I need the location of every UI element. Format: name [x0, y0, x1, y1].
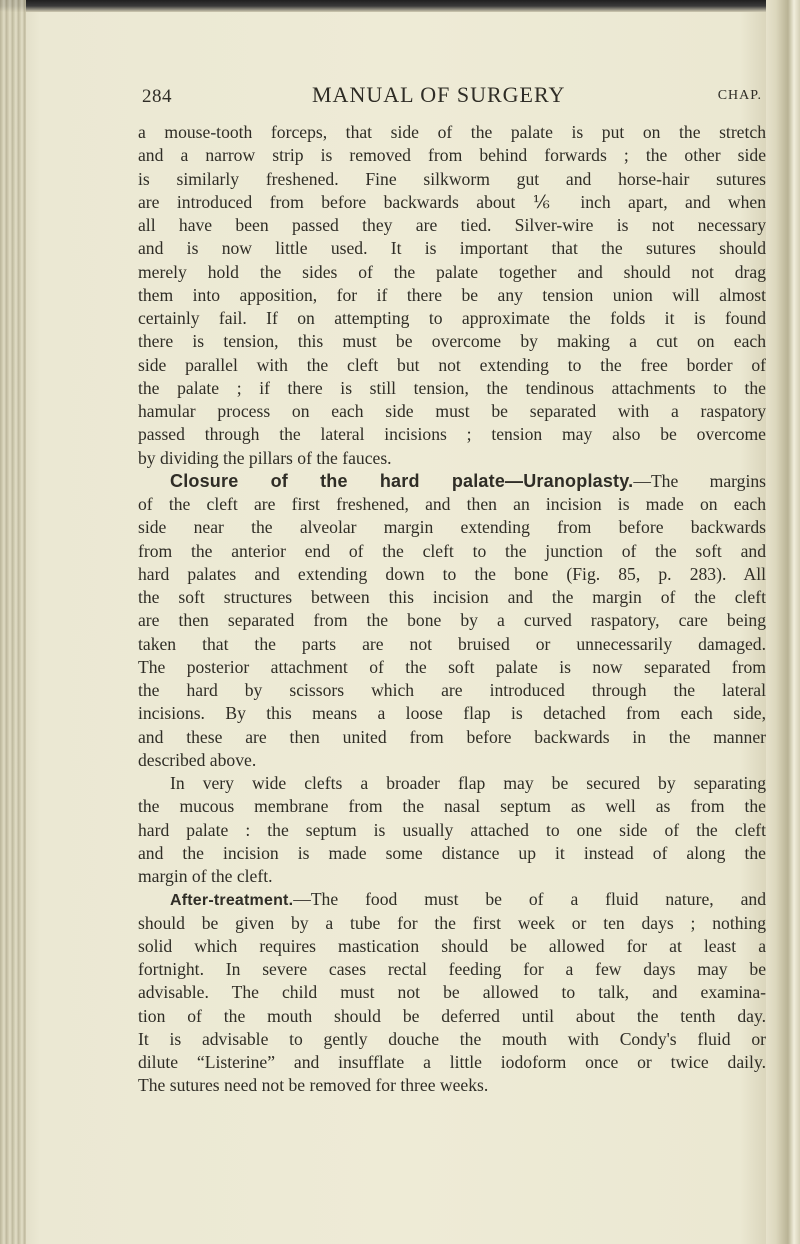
- text-line: them into apposition, for if there be any tension union will almost: [138, 284, 766, 305]
- chapter-label: CHAP.: [717, 88, 762, 103]
- page-left-edge: [0, 0, 26, 1244]
- text-line: hard palates and extending down to the bone (Fig. 85, p. 283). All: [138, 563, 766, 584]
- text-line: The posterior attachment of the soft palate is now separated from: [138, 656, 766, 677]
- running-title: MANUAL OF SURGERY: [312, 82, 566, 107]
- text-line: The sutures need not be removed for three weeks.: [138, 1075, 489, 1096]
- section-heading-rest: —The margins: [633, 470, 767, 491]
- text-line: described above.: [138, 749, 257, 770]
- text-line: hard palate : the septum is usually attached to one side of the cleft: [138, 819, 766, 840]
- text-line: the soft structures between this incision and the margin of the cleft: [138, 587, 766, 607]
- section-heading-rest: —The food must be of a fluid nature, and: [293, 889, 766, 910]
- text-line: advisable. The child must not be allowed to talk, and examina-: [138, 982, 766, 1003]
- running-header: [142, 80, 762, 110]
- text-line: the mucous membrane from the nasal septum as well as from the: [138, 796, 766, 817]
- paragraph-after-treatment: [138, 912, 766, 1098]
- text-line: hamular process on each side must be separated with a raspatory: [138, 401, 766, 421]
- text-line: solid which requires mastication should be allowed for at least a: [138, 935, 766, 956]
- text-line: merely hold the sides of the palate together and should not drag: [138, 261, 766, 282]
- text-line: a mouse-tooth forceps, that side of the palate is put on the stretch: [138, 122, 766, 142]
- text-line: are introduced from before backwards about ⅙ inch apart, and when: [138, 191, 766, 212]
- text-line: and a narrow strip is removed from behind forwards ; the other side: [138, 145, 766, 166]
- text-line: incisions. By this means a loose flap is detached from each side,: [138, 703, 766, 724]
- text-line: side near the alveolar margin extending from before backwards: [138, 517, 766, 538]
- text-line: taken that the parts are not bruised or unnecessarily damaged.: [138, 633, 766, 654]
- text-line: should be given by a tube for the first week or ten days ; nothing: [138, 912, 766, 933]
- text-line: and these are then united from before backwards in the manner: [138, 726, 766, 747]
- section-heading-uranoplasty: Closure of the hard palate—Uranoplasty.: [170, 470, 634, 491]
- text-line: and the incision is made some distance up it instead of along the: [138, 842, 766, 863]
- text-line: dilute “Listerine” and insufflate a little iodoform once or twice daily.: [138, 1052, 766, 1072]
- section-heading-line-after-treatment: [138, 888, 766, 911]
- text-line: certainly fail. If on attempting to approximate the folds it is found: [138, 308, 766, 328]
- text-line: In very wide clefts a broader flap may be secured by separating: [170, 773, 766, 793]
- text-line: passed through the lateral incisions ; tension may also be overcome: [138, 424, 766, 445]
- paragraph-wide-clefts: [138, 772, 766, 888]
- body-text: [138, 121, 766, 1098]
- text-line: fortnight. In severe cases rectal feeding for a few days may be: [138, 959, 766, 979]
- text-line: the palate ; if there is still tension, the tendinous attachments to the: [138, 377, 766, 398]
- text-line: is similarly freshened. Fine silkworm gut and horse-hair sutures: [138, 168, 766, 189]
- text-line: It is advisable to gently douche the mouth with Condy's fluid or: [138, 1028, 766, 1049]
- paragraph-suture-technique: [138, 121, 766, 470]
- page-number: 284: [142, 86, 172, 107]
- scan-top-edge: [0, 0, 800, 12]
- text-line: side parallel with the cleft but not extending to the free border of: [138, 354, 766, 375]
- text-line: all have been passed they are tied. Silver-wire is not necessary: [138, 215, 766, 235]
- text-line: and is now little used. It is important that the sutures should: [138, 238, 766, 259]
- page-right-edge: [766, 0, 800, 1244]
- paragraph-uranoplasty: [138, 493, 766, 772]
- section-heading-after-treatment: After-treatment.: [170, 892, 294, 910]
- text-line: the hard by scissors which are introduced through the lateral: [138, 680, 766, 700]
- text-line: of the cleft are first freshened, and then an incision is made on each: [138, 494, 766, 514]
- section-heading-line-uranoplasty: [138, 470, 766, 493]
- text-line: from the anterior end of the cleft to the junction of the soft and: [138, 540, 766, 561]
- text-line: tion of the mouth should be deferred until about the tenth day.: [138, 1005, 766, 1026]
- text-line: there is tension, this must be overcome by making a cut on each: [138, 331, 766, 352]
- text-line: by dividing the pillars of the fauces.: [138, 447, 392, 468]
- text-line: are then separated from the bone by a curved raspatory, care being: [138, 610, 766, 631]
- text-line: margin of the cleft.: [138, 866, 273, 886]
